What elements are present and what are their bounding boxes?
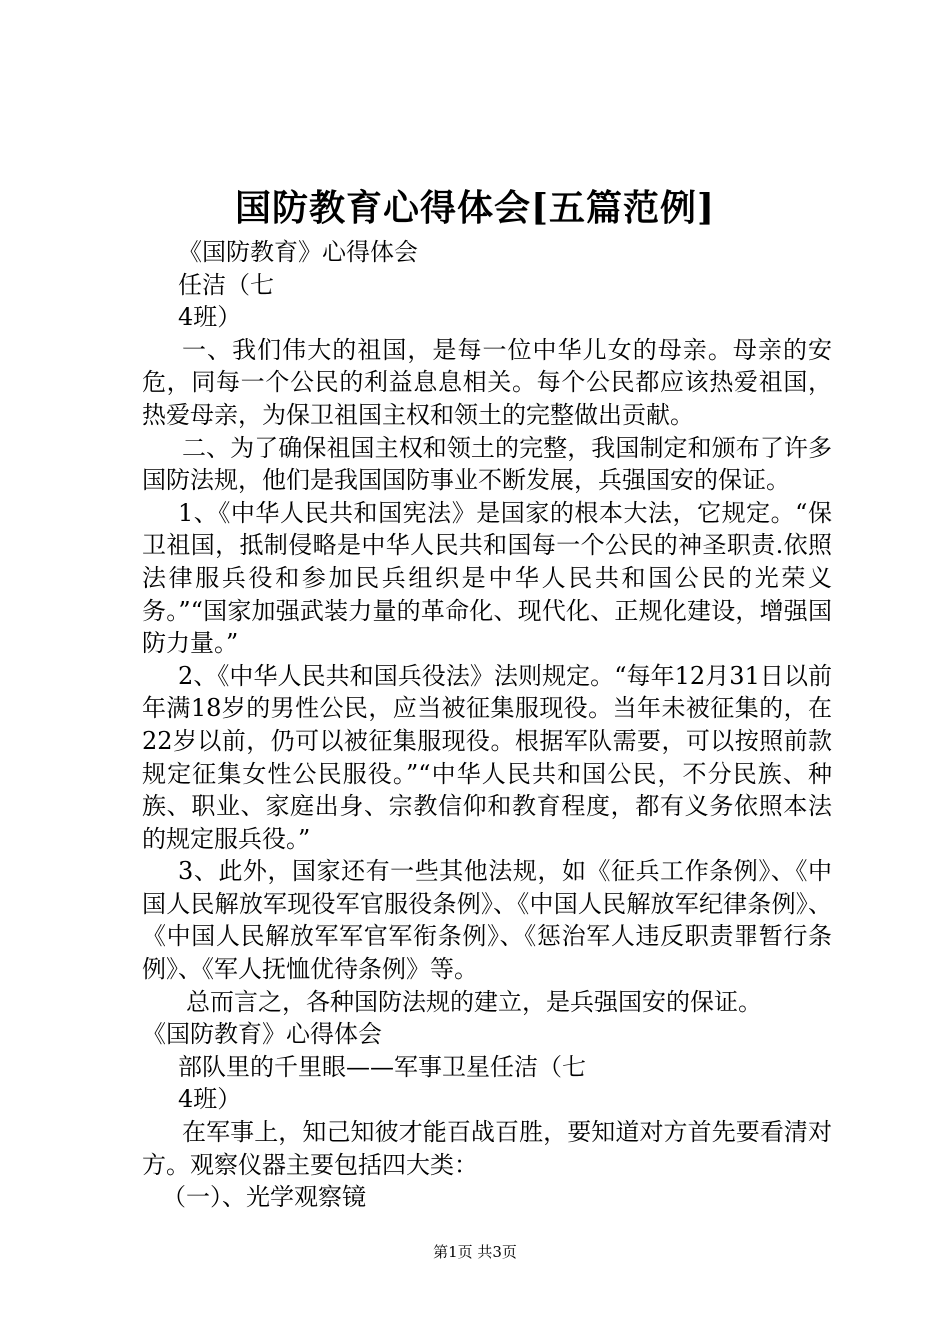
paragraph-intro: 在军事上，知己知彼才能百战百胜，要知道对方首先要看清对方。观察仪器主要包括四大类：: [142, 1118, 832, 1179]
document-title: 国防教育心得体会[五篇范例]: [234, 187, 716, 229]
paragraph-subtitle-1: 《国防教育》心得体会: [178, 238, 418, 266]
paragraph-author-1: 任洁（七: [178, 270, 274, 299]
paragraph-law-1: 1、《中华人民共和国宪法》是国家的根本大法，它规定。“保卫祖国，抵制侵略是中华人民共和国每一个公民的神圣职责.依照法律服兵役和参加民兵组织是中华人民共和国公民的光荣义务。”“国家加强武装力量的革命化、现代化、正规化建设，增强国防力量。”: [142, 498, 832, 658]
paragraph-law-2: 2、《中华人民共和国兵役法》法则规定。“每年12月31日以前年满18岁的男性公民，应当被征集服现役。当年未被征集的，在22岁以前，仍可以被征集服现役。根据军队需要，可以按照前款规定征集女性公民服役。”“中华人民共和国公民，不分民族、种族、职业、家庭出身、宗教信仰和教育程度，都有义务依照本法的规定服兵役。”: [142, 661, 832, 853]
page-number-footer: 第1页 共3页: [433, 1243, 517, 1261]
paragraph-conclusion: 总而言之，各种国防法规的建立，是兵强国安的保证。: [186, 987, 762, 1016]
paragraph-class-1: 4班）: [178, 303, 242, 332]
paragraph-author-2: 部队里的千里眼——军事卫星任洁（七: [178, 1052, 586, 1081]
paragraph-law-3: 3、此外，国家还有一些其他法规，如《征兵工作条例》、《中国人民解放军现役军官服役条例》、《中国人民解放军纪律条例》、《中国人民解放军军官军衔条例》、《惩治军人违反职责罪暂行条例》、《军人抚恤优待条例》等。: [142, 857, 832, 984]
paragraph-section-2: 二、为了确保祖国主权和领土的完整，我国制定和颁布了许多国防法规，他们是我国国防事业不断发展，兵强国安的保证。: [142, 433, 832, 495]
paragraph-class-2: 4班）: [178, 1085, 242, 1114]
document-body: [142, 236, 832, 1214]
paragraph-subtitle-2: 《国防教育》心得体会: [142, 1020, 382, 1049]
paragraph-list-item-1: （一）、光学观察镜: [162, 1183, 366, 1212]
paragraph-section-1: 一、我们伟大的祖国，是每一位中华儿女的母亲。母亲的安危，同每一个公民的利益息息相关。每个公民都应该热爱祖国，热爱母亲，为保卫祖国主权和领土的完整做出贡献。: [142, 335, 832, 429]
